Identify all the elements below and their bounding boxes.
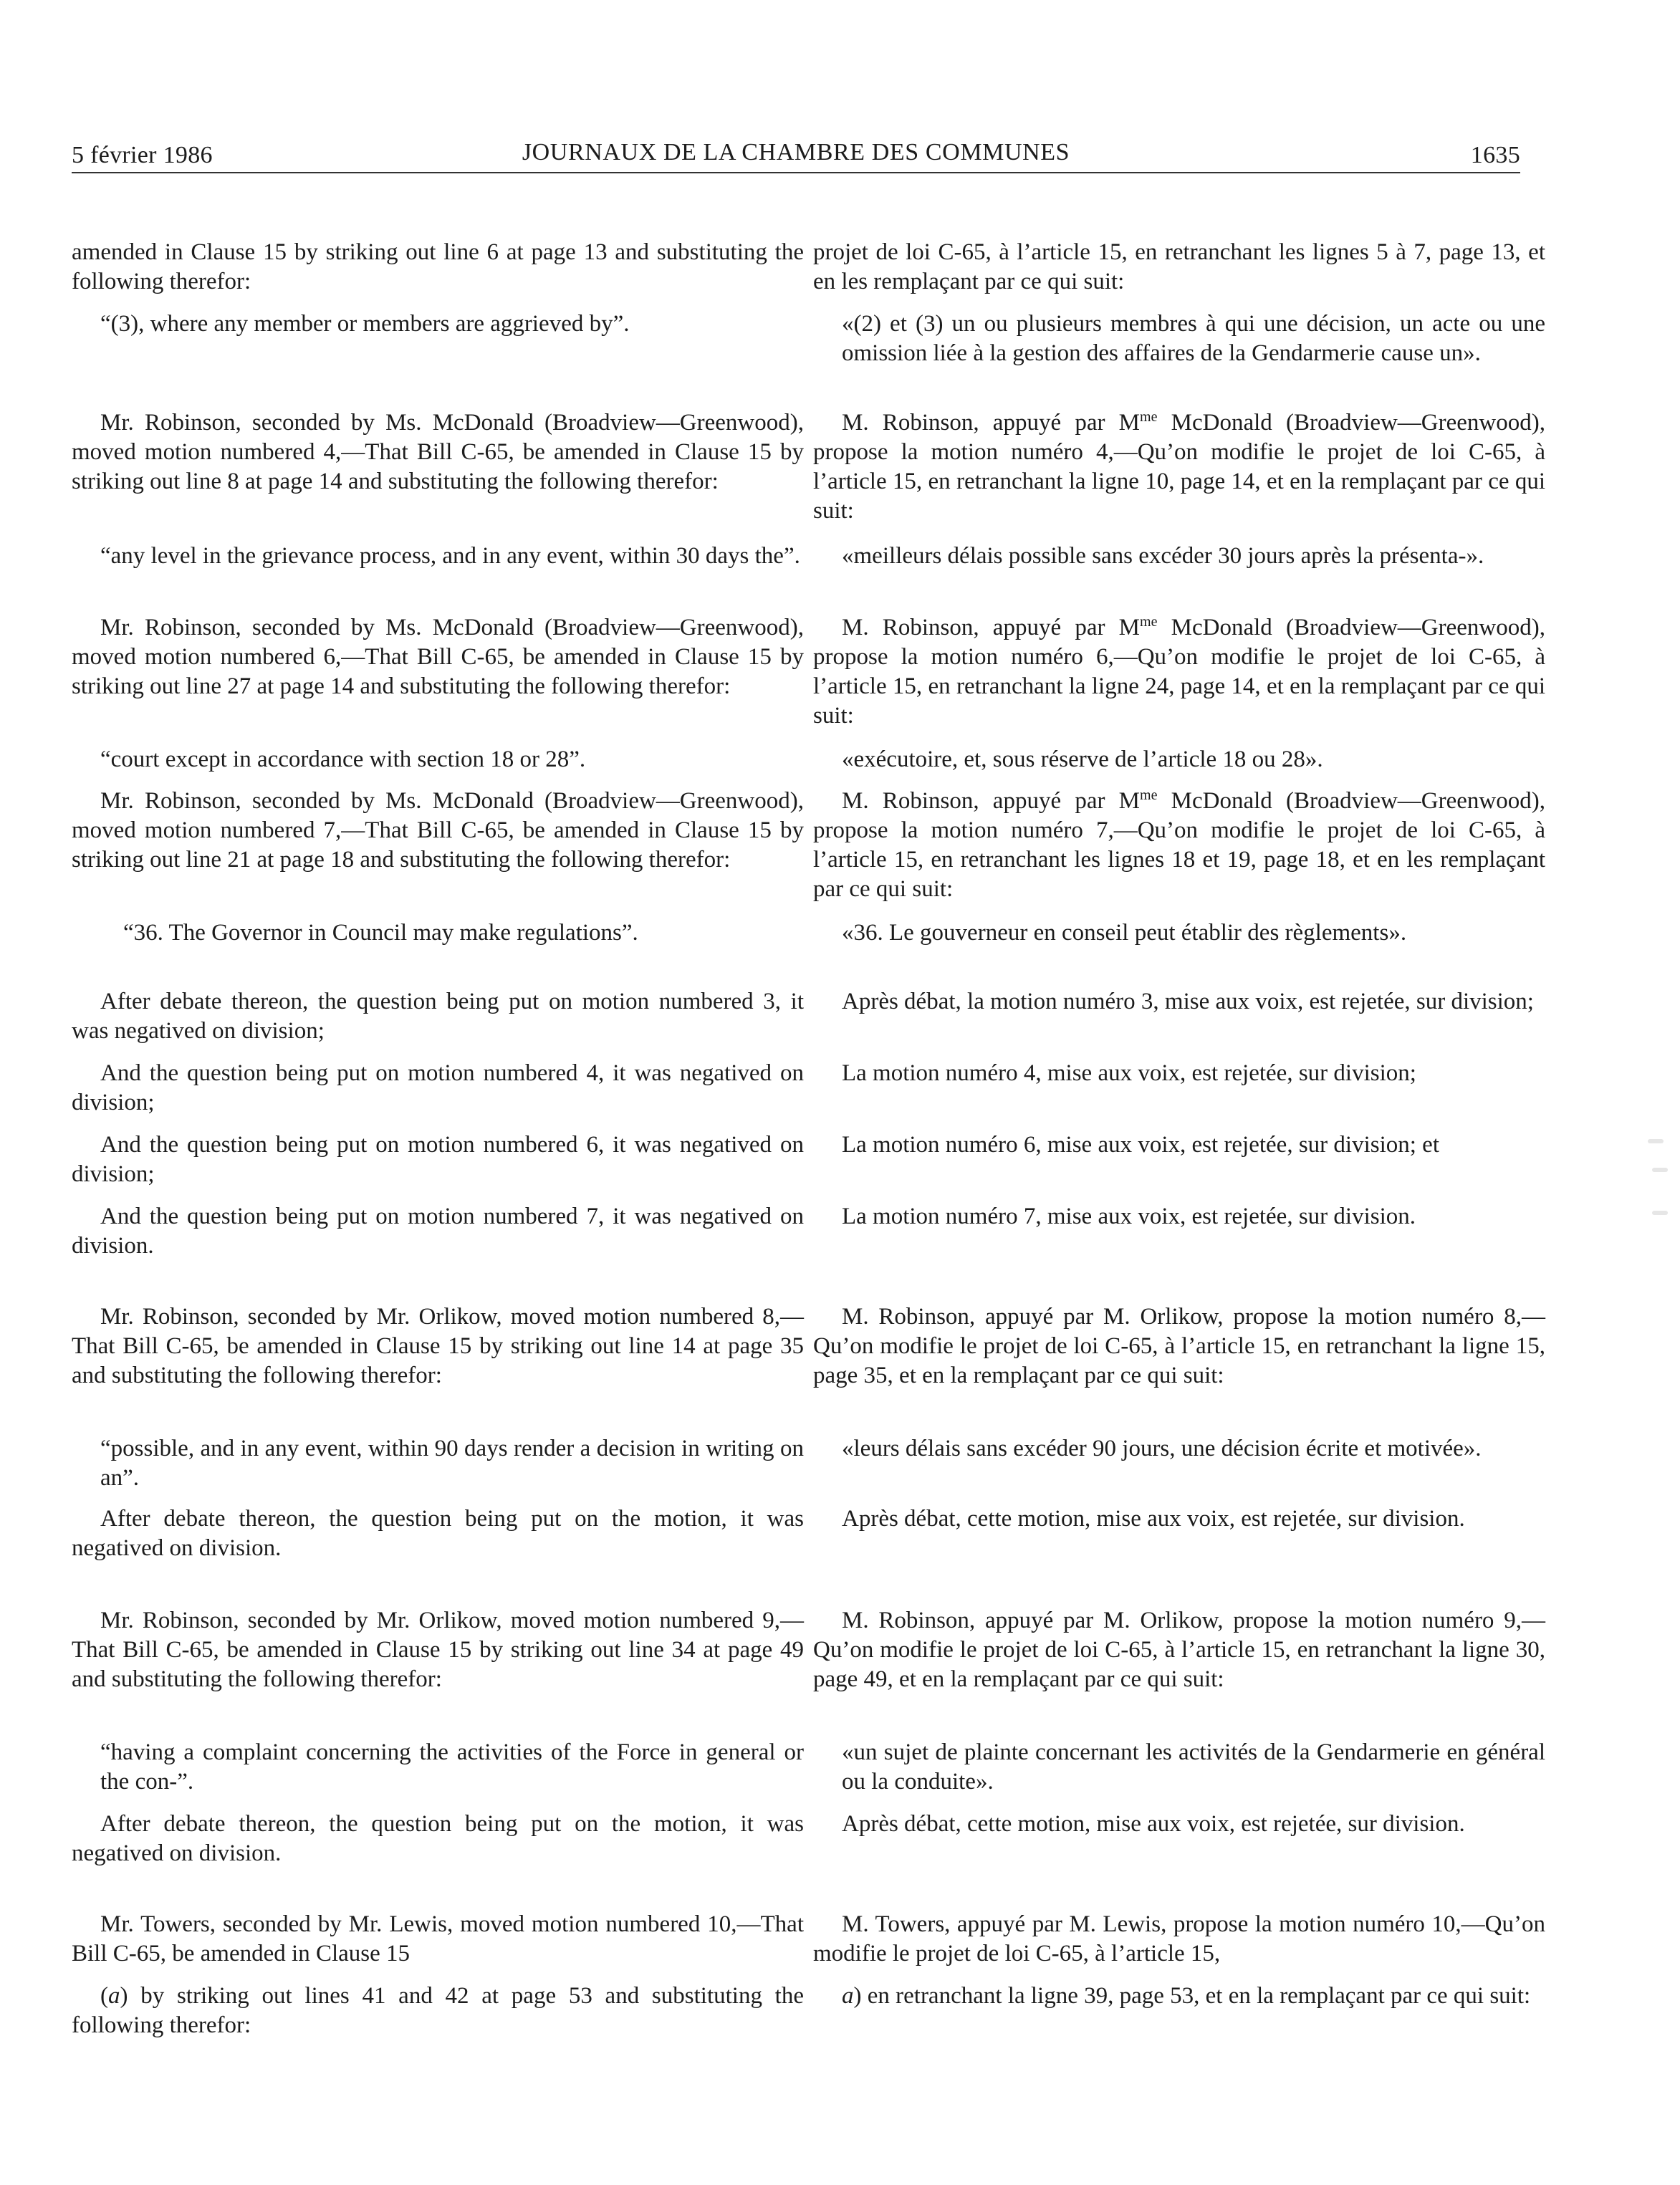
en-quote xyxy=(72,1738,804,1797)
fr-motion-paragraph xyxy=(813,1606,1545,1694)
fr-subclause xyxy=(813,1982,1545,2011)
fr-quote-text: «(2) et (3) un ou plusieurs membres à qui une décision, un acte ou une omission liée à la gestion des affaires de la Gendarmerie cause un». xyxy=(842,311,1545,366)
fr-paragraph xyxy=(813,987,1545,1017)
fr-quote xyxy=(813,309,1545,368)
fr-text: Après débat, cette motion, mise aux voix, est rejetée, sur division. xyxy=(842,1811,1465,1837)
en-paragraph xyxy=(72,1130,804,1189)
en-text: And the question being put on motion numbered 4, it was negatived on division; xyxy=(72,1060,804,1115)
en-motion-paragraph xyxy=(72,787,804,875)
fr-text: projet de loi C-65, à l’article 15, en retranchant les lignes 5 à 7, page 13, et en les remplaçant par ce qui suit: xyxy=(813,239,1545,294)
en-quote-text: “(3), where any member or members are aggrieved by”. xyxy=(100,311,630,337)
en-paragraph xyxy=(72,1810,804,1868)
fr-quote xyxy=(813,542,1545,571)
fr-motion-text: M. Robinson, appuyé par M. Orlikow, propose la motion numéro 8,—Qu’on modifie le projet de loi C-65, à l’article 15, en retranchant la ligne 15, page 35, et en la remplaçant par ce qui suit: xyxy=(813,1304,1545,1388)
fr-motion-text: M. Robinson, appuyé par $M^{me}$ McDonald (Broadview—Greenwood), propose la motion numéro 4,—Qu’on modifie le projet de loi C-65, à l’article 15, en retranchant la ligne 10, page 14, et en la remplaçant par ce qui suit: xyxy=(813,409,1545,524)
fr-quote-text: «leurs délais sans excéder 90 jours, une décision écrite et motivée». xyxy=(842,1436,1482,1461)
en-motion-text: Mr. Robinson, seconded by Ms. McDonald (Broadview—Greenwood), moved motion numbered 7,—That Bill C-65, be amended in Clause 15 by striking out line 21 at page 18 and substituting the following therefor: xyxy=(72,788,804,873)
fr-motion-text: M. Towers, appuyé par M. Lewis, propose la motion numéro 10,—Qu’on modifie le projet de loi C-65, à l’article 15, xyxy=(813,1911,1545,1966)
en-paragraph xyxy=(72,238,804,297)
en-paragraph xyxy=(72,1059,804,1118)
en-motion-text: Mr. Robinson, seconded by Mr. Orlikow, moved motion numbered 9,—That Bill C-65, be amended in Clause 15 by striking out line 34 at page 49 and substituting the following therefor: xyxy=(72,1608,804,1692)
en-subclause-label: a xyxy=(108,1983,120,2009)
fr-motion-paragraph xyxy=(813,408,1545,526)
en-paragraph xyxy=(72,987,804,1046)
fr-text: Après débat, cette motion, mise aux voix, est rejetée, sur division. xyxy=(842,1506,1465,1532)
en-quote-text: “court except in accordance with section 18 or 28”. xyxy=(100,746,586,772)
fr-paragraph xyxy=(813,1810,1545,1839)
fr-subclause-label: a xyxy=(842,1983,854,2009)
en-subclause xyxy=(72,1982,804,2040)
fr-paragraph xyxy=(813,1202,1545,1231)
en-paragraph xyxy=(72,1504,804,1563)
en-quote xyxy=(72,918,804,948)
en-motion-text: Mr. Robinson, seconded by Mr. Orlikow, moved motion numbered 8,—That Bill C-65, be amended in Clause 15 by striking out line 14 at page 35 and substituting the following therefor: xyxy=(72,1304,804,1388)
en-quote xyxy=(72,1434,804,1493)
en-subclause-text: (a) by striking out lines 41 and 42 at page 53 and substituting the following therefor: xyxy=(72,1983,804,2038)
fr-quote xyxy=(813,1434,1545,1464)
fr-quote-text: «36. Le gouverneur en conseil peut établir des règlements». xyxy=(842,920,1407,946)
fr-subclause-text xyxy=(813,1982,1545,2011)
page-number: 1635 xyxy=(1470,142,1520,168)
header-date: 5 février 1986 xyxy=(72,142,213,168)
fr-quote xyxy=(813,918,1545,948)
en-text: After debate thereon, the question being put on motion numbered 3, it was negatived on division; xyxy=(72,989,804,1044)
fr-paragraph xyxy=(813,1059,1545,1088)
en-quote-text: “having a complaint concerning the activities of the Force in general or the con-”. xyxy=(100,1739,804,1795)
fr-quote xyxy=(813,745,1545,774)
en-text: amended in Clause 15 by striking out line 6 at page 13 and substituting the following therefor: xyxy=(72,239,804,294)
fr-quote xyxy=(813,1738,1545,1797)
scan-mark xyxy=(1652,1211,1668,1215)
fr-motion-text: M. Robinson, appuyé par $M^{me}$ McDonald (Broadview—Greenwood), propose la motion numéro 6,—Qu’on modifie le projet de loi C-65, à l’article 15, en retranchant la ligne 24, page 14, et en la remplaçant par ce qui suit: xyxy=(813,614,1545,729)
en-quote xyxy=(72,745,804,774)
en-quote-text: “possible, and in any event, within 90 days render a decision in writing on an”. xyxy=(100,1436,804,1491)
en-quote-text: “any level in the grievance process, and in any event, within 30 days the”. xyxy=(100,543,800,569)
fr-motion-paragraph xyxy=(813,787,1545,904)
fr-text: La motion numéro 7, mise aux voix, est rejetée, sur division. xyxy=(842,1204,1416,1229)
fr-motion-text: M. Robinson, appuyé par $M^{me}$ McDonald (Broadview—Greenwood), propose la motion numéro 7,—Qu’on modifie le projet de loi C-65, à l’article 15, en retranchant les lignes 18 et 19, page 18, et en les remplaçant par ce qui suit: xyxy=(813,787,1545,902)
fr-text: Après débat, la motion numéro 3, mise aux voix, est rejetée, sur division; xyxy=(842,989,1534,1014)
en-paragraph xyxy=(72,1202,804,1261)
fr-text: La motion numéro 4, mise aux voix, est rejetée, sur division; xyxy=(842,1060,1416,1086)
fr-paragraph xyxy=(813,238,1545,297)
en-text: After debate thereon, the question being put on the motion, it was negatived on division. xyxy=(72,1811,804,1866)
fr-subclause-body: ) en retranchant la ligne 39, page 53, et en la remplaçant par ce qui suit: xyxy=(853,1983,1531,2009)
fr-paragraph xyxy=(813,1504,1545,1534)
en-motion-text: Mr. Towers, seconded by Mr. Lewis, moved motion numbered 10,—That Bill C-65, be amended in Clause 15 xyxy=(72,1911,804,1966)
fr-text: La motion numéro 6, mise aux voix, est rejetée, sur division; et xyxy=(842,1132,1439,1158)
fr-motion-paragraph xyxy=(813,1910,1545,1969)
en-quote-text: “36. The Governor in Council may make regulations”. xyxy=(123,920,638,946)
header-title: JOURNAUX DE LA CHAMBRE DES COMMUNES xyxy=(522,139,1070,165)
en-motion-text: Mr. Robinson, seconded by Ms. McDonald (Broadview—Greenwood), moved motion numbered 6,—That Bill C-65, be amended in Clause 15 by striking out line 27 at page 14 and substituting the following therefor: xyxy=(72,615,804,699)
en-motion-paragraph xyxy=(72,613,804,701)
en-text: And the question being put on motion numbered 7, it was negatived on division. xyxy=(72,1204,804,1259)
fr-quote-text: «un sujet de plainte concernant les activités de la Gendarmerie en général ou la conduite». xyxy=(842,1739,1545,1795)
page-header xyxy=(72,138,1520,172)
en-text: And the question being put on motion numbered 6, it was negatived on division; xyxy=(72,1132,804,1187)
fr-motion-paragraph xyxy=(813,613,1545,731)
en-motion-paragraph xyxy=(72,408,804,496)
scan-mark xyxy=(1648,1139,1664,1143)
en-motion-text: Mr. Robinson, seconded by Ms. McDonald (Broadview—Greenwood), moved motion numbered 4,—That Bill C-65, be amended in Clause 15 by striking out line 8 at page 14 and substituting the following therefor: xyxy=(72,410,804,494)
en-quote xyxy=(72,309,804,339)
en-motion-paragraph xyxy=(72,1910,804,1969)
fr-paragraph xyxy=(813,1130,1545,1160)
fr-motion-text: M. Robinson, appuyé par M. Orlikow, propose la motion numéro 9,—Qu’on modifie le projet de loi C-65, à l’article 15, en retranchant la ligne 30, page 49, et en la remplaçant par ce qui suit: xyxy=(813,1608,1545,1692)
fr-quote-text: «meilleurs délais possible sans excéder 30 jours après la présenta-». xyxy=(842,543,1484,569)
en-quote xyxy=(72,542,804,571)
en-motion-paragraph xyxy=(72,1606,804,1694)
en-text: After debate thereon, the question being put on the motion, it was negatived on division. xyxy=(72,1506,804,1561)
header-rule xyxy=(72,172,1520,173)
fr-motion-paragraph xyxy=(813,1302,1545,1391)
scan-mark xyxy=(1652,1168,1668,1172)
fr-quote-text: «exécutoire, et, sous réserve de l’article 18 ou 28». xyxy=(842,746,1323,772)
en-motion-paragraph xyxy=(72,1302,804,1391)
en-subclause-body: by striking out lines 41 and 42 at page 53 and substituting the following therefor: xyxy=(72,1983,804,2038)
